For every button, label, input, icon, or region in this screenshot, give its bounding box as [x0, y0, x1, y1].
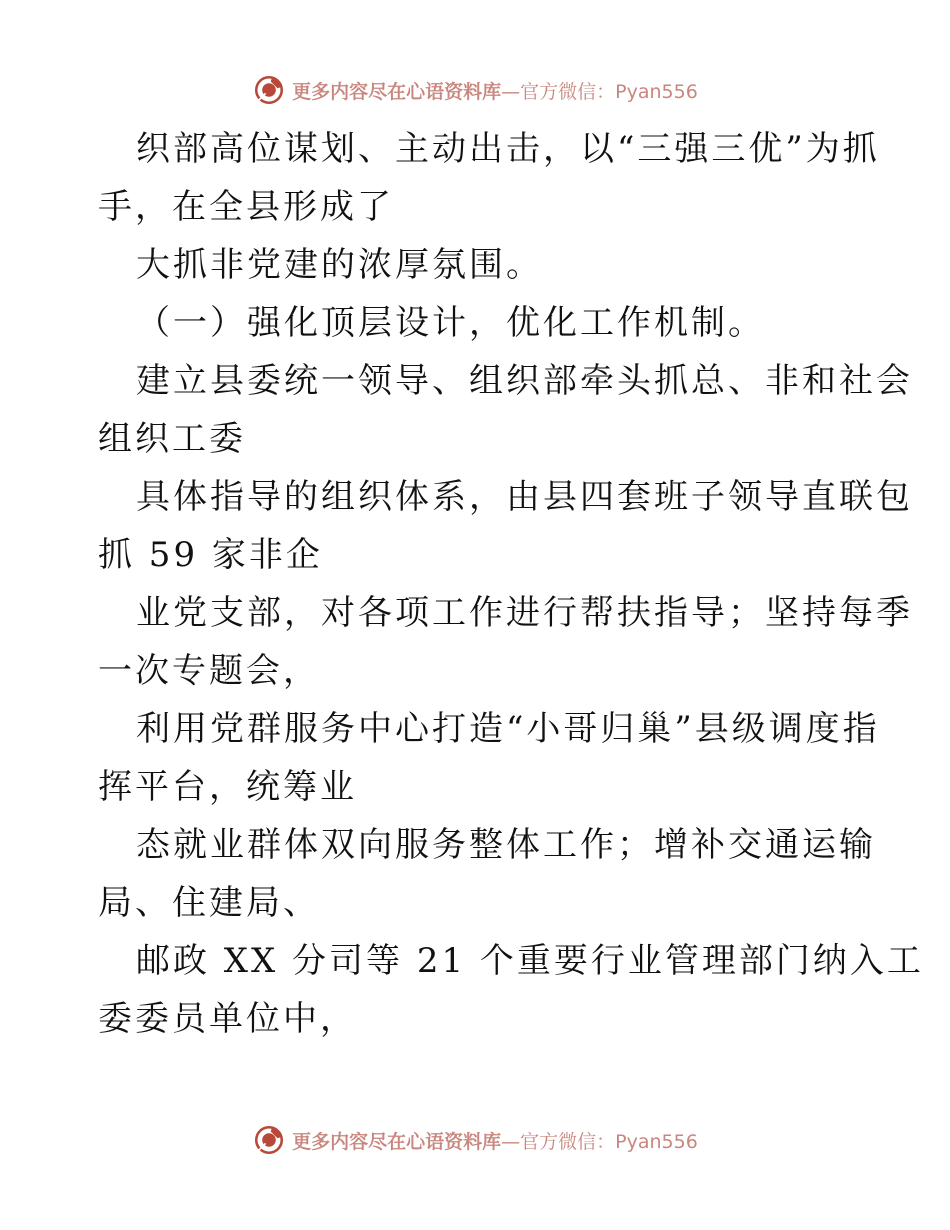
- document-body: [98, 120, 924, 1048]
- paragraph-line: 挥平台，统筹业: [98, 767, 357, 807]
- paragraph-line: 局、住建局、: [98, 883, 320, 923]
- paragraph-line: 大抓非党建的浓厚氛围。: [136, 245, 543, 285]
- paragraph-line: 手，在全县形成了: [98, 187, 394, 227]
- paragraph-line: 业党支部，对各项工作进行帮扶指导；坚持每季: [136, 593, 913, 633]
- paragraph-line: 组织工委: [98, 419, 246, 459]
- pen-seal-icon: [252, 1123, 286, 1157]
- paragraph-line: 抓 59 家非企: [98, 535, 323, 575]
- section-heading: （一）强化顶层设计，优化工作机制。: [136, 303, 765, 343]
- watermark-dash: —: [501, 80, 521, 103]
- paragraph-line: 具体指导的组织体系，由县四套班子领导直联包: [136, 477, 913, 517]
- pen-seal-icon: [252, 73, 286, 107]
- paragraph-line: 建立县委统一领导、组织部牵头抓总、非和社会: [136, 361, 913, 401]
- watermark-text: [292, 77, 698, 104]
- paragraph-line: 邮政 XX 分司等 21 个重要行业管理部门纳入工: [136, 941, 924, 981]
- paragraph-line: 态就业群体双向服务整体工作；增补交通运输: [136, 825, 876, 865]
- paragraph-line: 委委员单位中，: [98, 999, 357, 1039]
- watermark-wechat: 官方微信：Pyan556: [520, 1130, 698, 1153]
- watermark-dash: —: [501, 1130, 521, 1153]
- paragraph-line: 织部高位谋划、主动出击，以“三强三优”为抓: [136, 129, 880, 169]
- footer-watermark: [0, 1122, 950, 1158]
- paragraph-line: 利用党群服务中心打造“小哥归巢”县级调度指: [136, 709, 880, 749]
- watermark-wechat: 官方微信：Pyan556: [520, 80, 698, 103]
- header-watermark: [0, 72, 950, 108]
- watermark-site: 更多内容尽在心语资料库: [292, 80, 502, 103]
- watermark-text: [292, 1127, 698, 1154]
- watermark-site: 更多内容尽在心语资料库: [292, 1130, 502, 1153]
- paragraph-line: 一次专题会，: [98, 651, 320, 691]
